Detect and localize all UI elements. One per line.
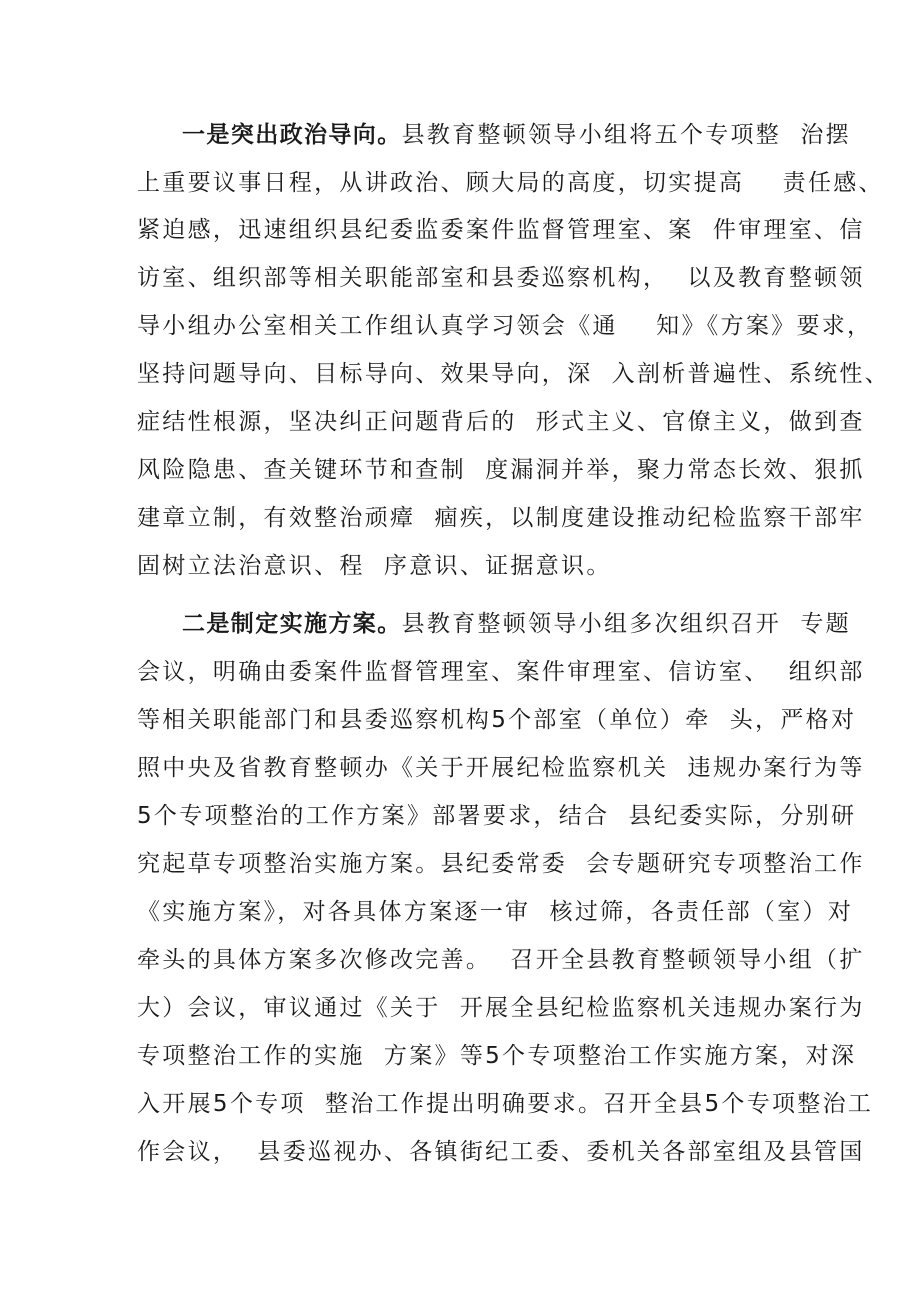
paragraph2-line-11: 入开展5个专项 整治工作提出明确要求。召开全县5个专项整治工 bbox=[137, 1091, 874, 1117]
paragraph2-text: 县教育整顿领导小组多次组织召开 专题 bbox=[401, 611, 851, 637]
paragraph1-text: 县教育整顿领导小组将五个专项整 治摆 bbox=[401, 122, 851, 148]
paragraph1-line-8: 风险隐患、查关键环节和查制 度漏洞并举，聚力常态长效、狠抓 bbox=[137, 457, 865, 483]
paragraph1-line-2: 上重要议事日程，从讲政治、顾大局的高度，切实提高 责任感、 bbox=[137, 170, 884, 196]
paragraph1-line-7: 症结性根源，坚决纠正问题背后的 形式主义、官僚主义，做到查 bbox=[137, 409, 865, 435]
paragraph1-line-6: 坚持问题导向、目标导向、效果导向，深 入剖析普遍性、系统性、 bbox=[137, 361, 890, 387]
paragraph2-line-6: 究起草专项整治实施方案。县纪委常委 会专题研究专项整治工作 bbox=[137, 851, 865, 877]
paragraph2-line-5: 5个专项整治的工作方案》部署要求，结合 县纪委实际，分别研 bbox=[137, 803, 857, 829]
paragraph2-line-3: 等相关职能部门和县委巡察机构5个部室（单位）牵 头，严格对 bbox=[137, 707, 857, 733]
paragraph1-line-4: 访室、组织部等相关职能部室和县委巡察机构， 以及教育整顿领 bbox=[137, 265, 865, 291]
paragraph2-line-9: 大）会议，审议通过《关于 开展全县纪检监察机关违规办案行为 bbox=[137, 995, 865, 1021]
paragraph1-line-9: 建章立制，有效整治顽瘴 痼疾，以制度建设推动纪检监察干部牢 bbox=[137, 505, 865, 531]
paragraph1-line-1 bbox=[182, 118, 851, 152]
paragraph2-line-8: 牵头的具体方案多次修改完善。 召开全县教育整顿领导小组（扩 bbox=[137, 947, 865, 973]
paragraph2-line-2: 会议，明确由委案件监督管理室、案件审理室、信访室、 组织部 bbox=[137, 659, 865, 685]
paragraph2-line-7: 《实施方案》，对各具体方案逐一审 核过筛，各责任部（室）对 bbox=[137, 899, 854, 925]
paragraph2-line-10: 专项整治工作的实施 方案》等5个专项整治工作实施方案，对深 bbox=[137, 1043, 857, 1069]
paragraph1-line-3: 紧迫感，迅速组织县纪委监委案件监督管理室、案 件审理室、信 bbox=[137, 217, 865, 243]
paragraph2-lead: 二是制定实施方案。 bbox=[182, 611, 402, 637]
paragraph1-line-10: 固树立法治意识、程 序意识、证据意识。 bbox=[137, 553, 612, 579]
paragraph1-line-5: 导小组办公室相关工作组认真学习领会《通 知》《方案》要求， bbox=[137, 313, 873, 339]
paragraph2-line-1 bbox=[182, 607, 851, 641]
paragraph2-line-12: 作会议， 县委巡视办、各镇街纪工委、委机关各部室组及县管国 bbox=[137, 1139, 865, 1165]
paragraph1-lead: 一是突出政治导向。 bbox=[182, 122, 402, 148]
paragraph2-line-4: 照中央及省教育整顿办《关于开展纪检监察机关 违规办案行为等 bbox=[137, 755, 865, 781]
